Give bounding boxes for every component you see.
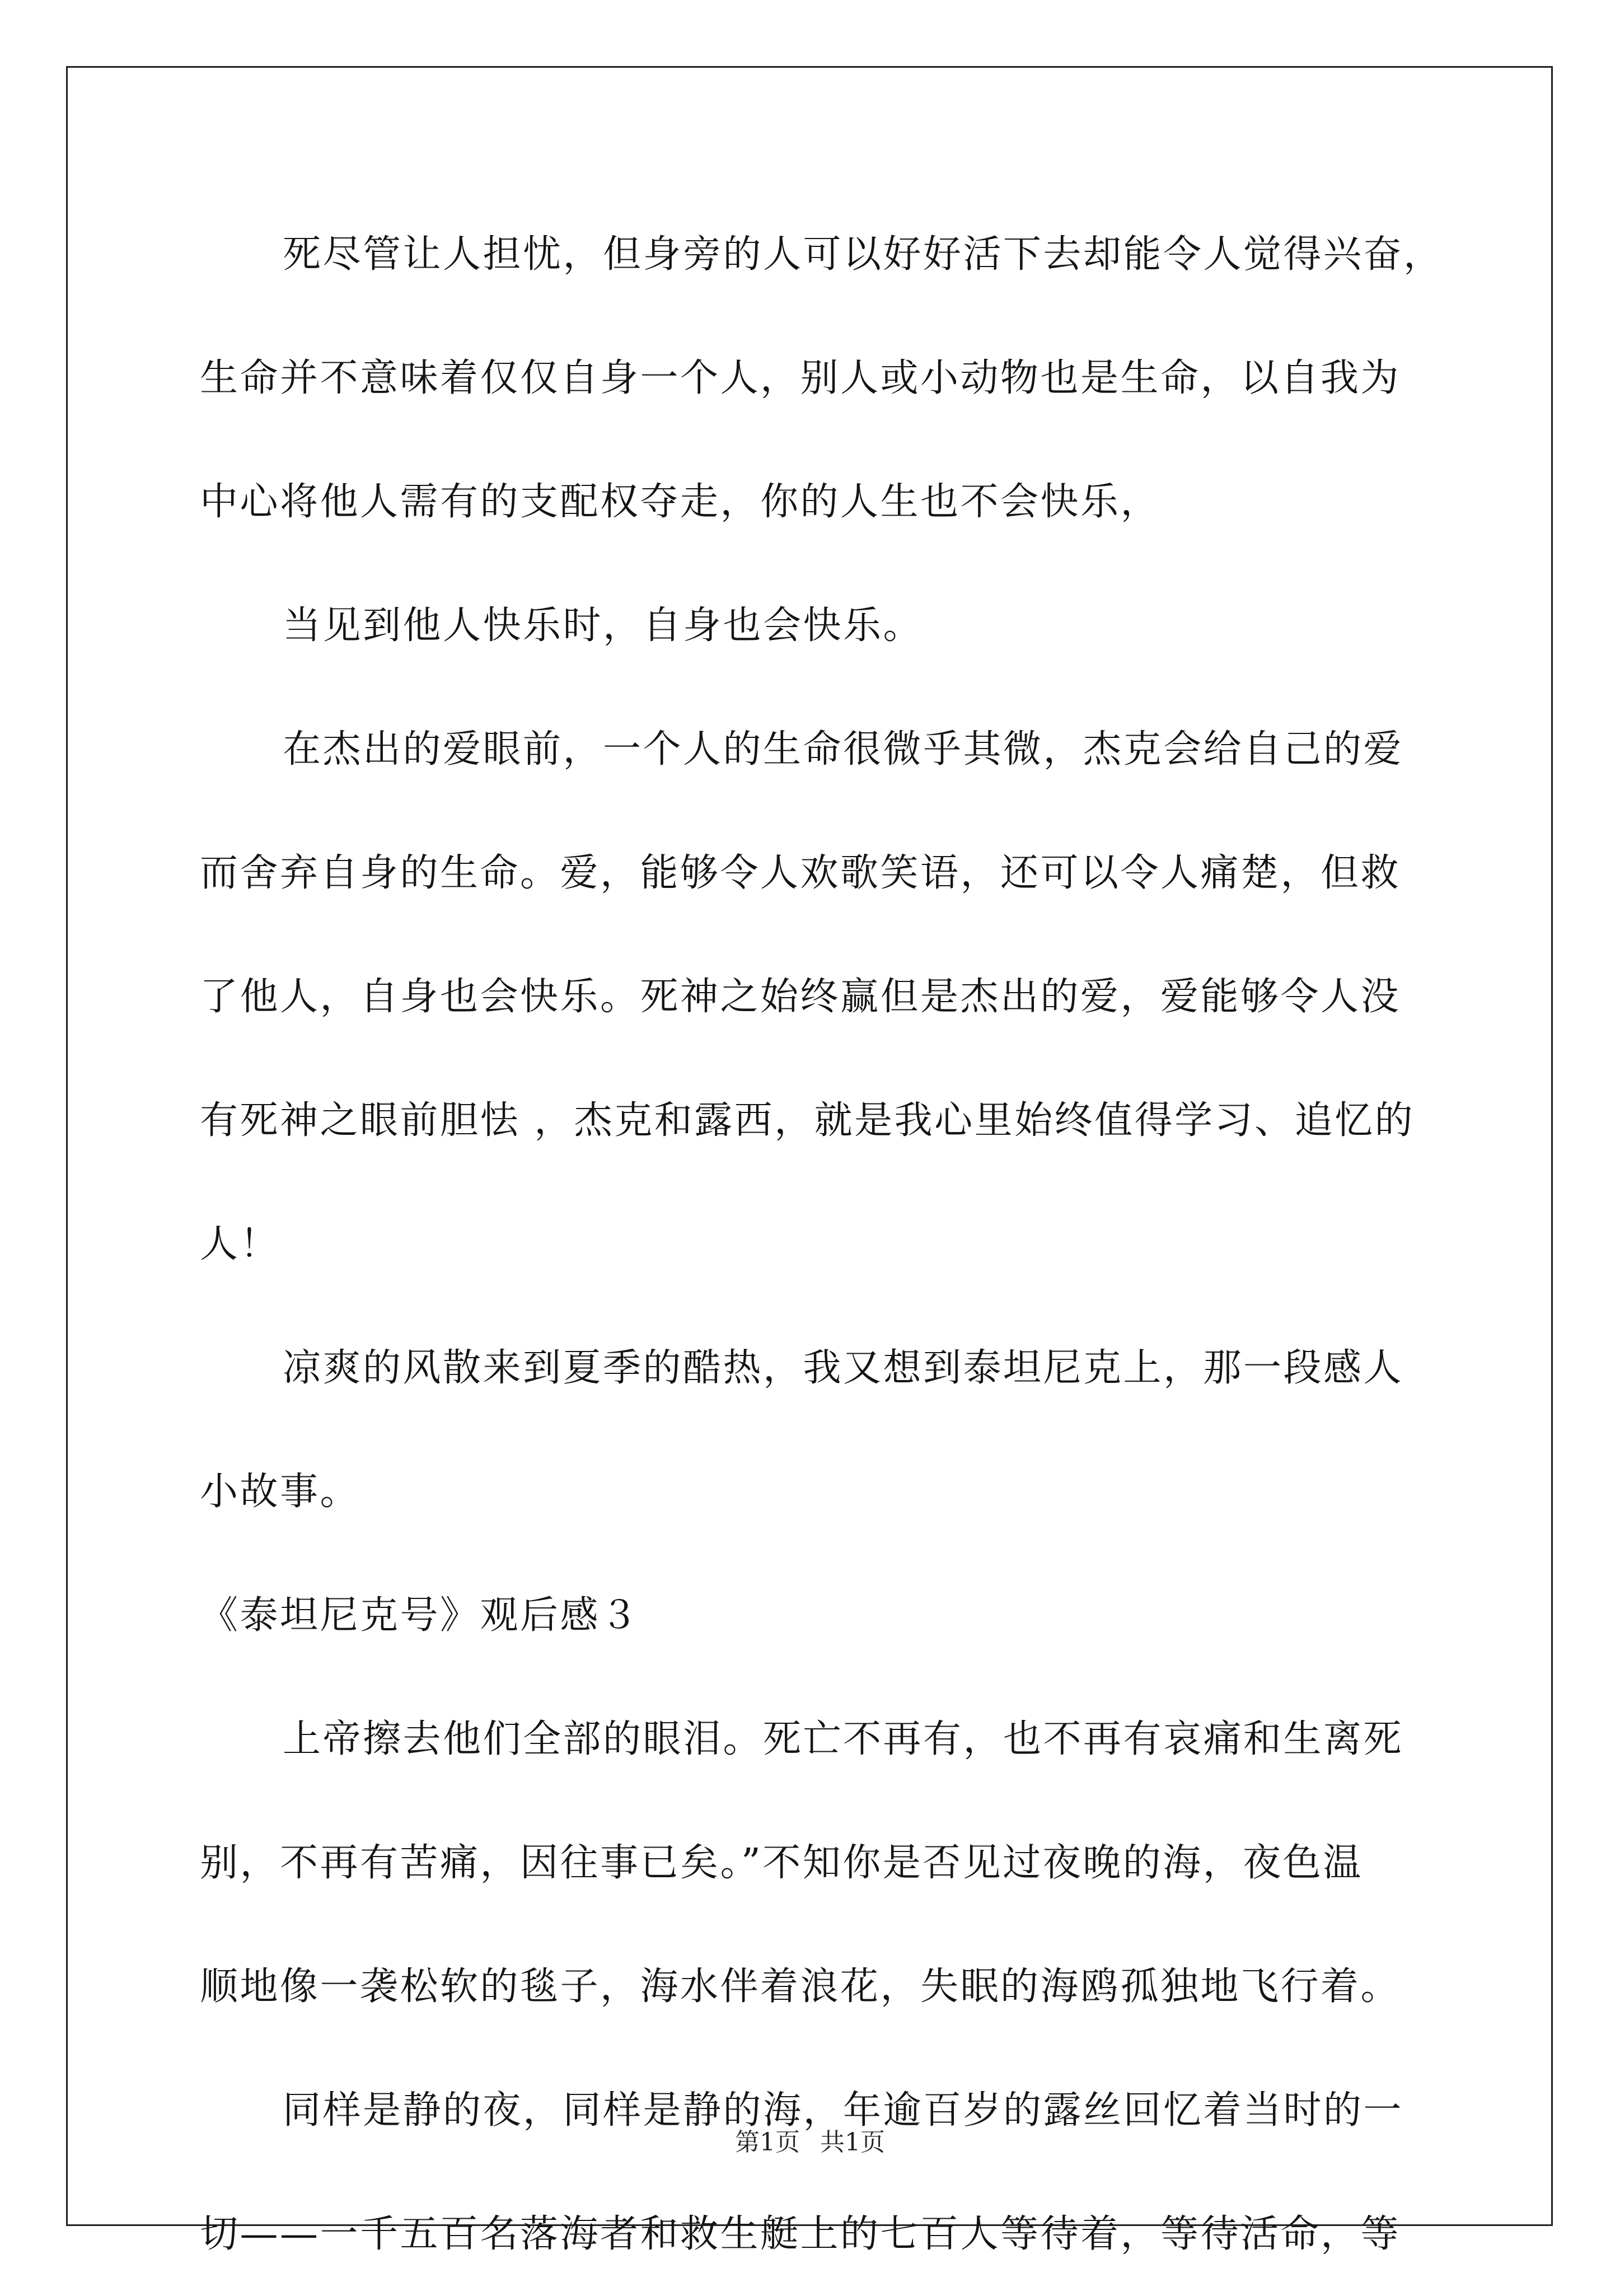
section-heading: 《泰坦尼克号》观后感３ [200, 1593, 640, 1638]
text-line: 顺地像一袭松软的毯子，海水伴着浪花，失眠的海鸥孤独地飞行着。 [200, 1965, 1401, 2009]
page-total: 共1页 [820, 2128, 885, 2157]
text-line: 有死神之眼前胆怯 ，杰克和露西，就是我心里始终值得学习、追忆的 [200, 1098, 1415, 1143]
text-line: 死尽管让人担忧，但身旁的人可以好好活下去却能令人觉得兴奋， [283, 232, 1444, 277]
document-body [200, 193, 1445, 2296]
page-footer [0, 2122, 1620, 2158]
text-line: 在杰出的爱眼前，一个人的生命很微乎其微，杰克会给自己的爱 [283, 727, 1404, 771]
text-line: 同样是静的夜，同样是静的海，年逾百岁的露丝回忆着当时的一 [283, 2088, 1404, 2133]
text-line: 别，不再有苦痛，因往事已矣。”不知你是否见过夜晚的海，夜色温 [200, 1841, 1363, 1885]
text-line: 上帝擦去他们全部的眼泪。死亡不再有，也不再有哀痛和生离死 [283, 1717, 1404, 1761]
text-line: 而舍弃自身的生命。爱，能够令人欢歌笑语，还可以令人痛楚，但救 [200, 851, 1401, 895]
text-line: 人！ [200, 1222, 280, 1266]
text-line: 切——一千五百名落海者和救生艇上的七百人等待着，等待活命，等 [200, 2212, 1401, 2256]
text-line: 小故事。 [200, 1470, 360, 1514]
text-line: 当见到他人快乐时，自身也会快乐。 [283, 604, 924, 648]
text-line: 凉爽的风散来到夏季的酷热，我又想到泰坦尼克上，那一段感人 [283, 1346, 1404, 1390]
text-line: 了他人，自身也会快乐。死神之始终赢但是杰出的爱，爱能够令人没 [200, 975, 1401, 1019]
text-line: 生命并不意味着仅仅自身一个人，别人或小动物也是生命，以自我为 [200, 356, 1401, 400]
page-number: 第1页 [735, 2128, 800, 2157]
text-line: 中心将他人需有的支配权夺走，你的人生也不会快乐， [200, 480, 1161, 524]
